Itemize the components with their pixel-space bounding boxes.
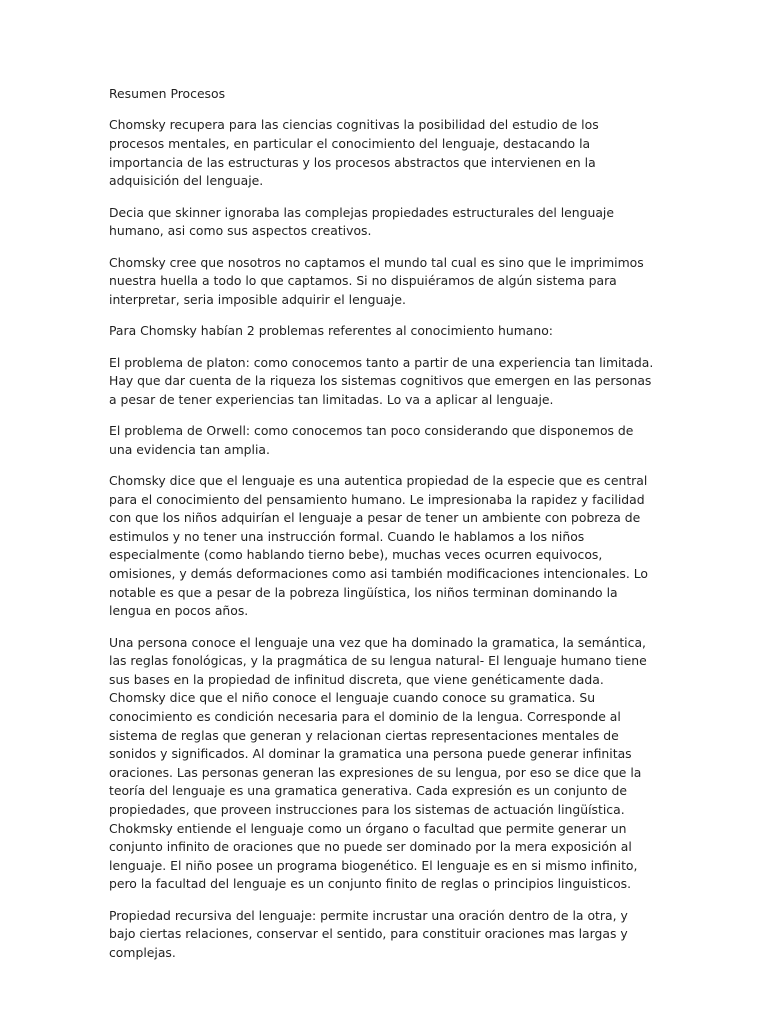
document-page [109,85,657,975]
paragraph-recursive-property: Propiedad recursiva del lenguaje: permite incrustar una oración dentro de la otra, y bajo ciertas relaciones, conservar el sentido, para constituir oraciones mas largas y complejas. [109,907,628,960]
paragraph-skinner: Decia que skinner ignoraba las complejas propiedades estructurales del lenguaje humano, asi como sus aspectos creativos. [109,204,615,239]
paragraph-orwell-problem: El problema de Orwell: como conocemos tan poco considerando que disponemos de una evidencia tan amplia. [109,423,634,457]
paragraph-plato-problem: El problema de platon: como conocemos tanto a partir de una experiencia tan limitada. Hay que dar cuenta de la riqueza los sistemas cognitivos que emergen en las personas a pesar de tener experiencias tan limitadas. Lo va a aplicar al lenguaje. [109,354,654,407]
paragraph-species-property: Chomsky dice que el lenguaje es una autentica propiedad de la especie que es central para el conocimiento del pensamiento humano. Le impresionaba la rapidez y facilidad con que los niños adquirían el lenguaje a pesar de tener un ambiente con pobreza de estimulos y no tener una instrucción formal. Cuando le hablamos a los niños especialmente (como hablando tierno bebe), muchas veces ocurren equivocos, omisiones, y demás deformaciones como asi también modificaciones intencionales. Lo notable es que a pesar de la pobreza lingüística, los niños terminan dominando la lengua en pocos años. [109,473,648,619]
paragraph-chomsky-cognitive: Chomsky recupera para las ciencias cognitivas la posibilidad del estudio de los procesos mentales, en particular el conocimiento del lenguaje, destacando la importancia de las estructuras y los procesos abstractos que intervienen en la adquisición del lenguaje. [109,117,599,189]
paragraph-world-capture: Chomsky cree que nosotros no captamos el mundo tal cual es sino que le imprimimos nuestra huella a todo lo que captamos. Si no dispuiéramos de algún sistema para interpretar, seria imposible adquirir el lenguaje. [109,254,644,307]
paragraph-two-problems: Para Chomsky habían 2 problemas referentes al conocimiento humano: [109,323,553,339]
paragraph-grammar: Una persona conoce el lenguaje una vez que ha dominado la gramatica, la semántica, las reglas fonológicas, y la pragmática de su lengua natural- El lenguaje humano tiene sus bases en la propiedad de infinitud discreta, que viene genéticamente dada. Chomsky dice que el niño conoce el lenguaje cuando conoce su gramatica. Su conocimiento es condición necesaria para el dominio de la lengua. Corresponde al sistema de reglas que generan y relacionan ciertas representaciones mentales de sonidos y significados. Al dominar la gramatica una persona puede generar infinitas oraciones. Las personas generan las expresiones de su lengua, por eso se dice que la teoría del lenguaje es una gramatica generativa. Cada expresión es un conjunto de propiedades, que proveen instrucciones para los sistemas de actuación lingüística. Chokmsky entiende el lenguaje como un órgano o facultad que permite generar un conjunto infinito de oraciones que no puede ser dominado por la mera exposición al lenguaje. El niño posee un programa biogenético. El lenguaje es en si mismo infinito, pero la facultad del lenguaje es un conjunto finito de reglas o principios linguisticos. [109,634,647,892]
document-title: Resumen Procesos [109,86,226,101]
